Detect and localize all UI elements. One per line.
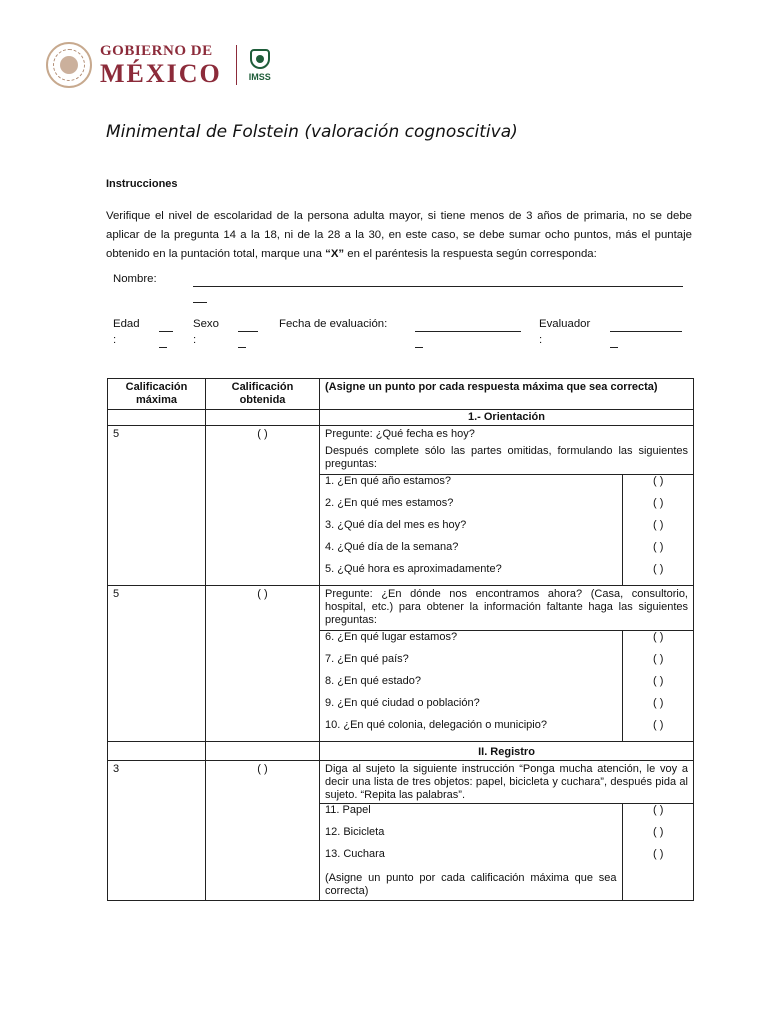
item-text: 9. ¿En qué ciudad o población? (325, 697, 480, 709)
table-row (108, 761, 694, 901)
table-row (108, 586, 694, 742)
item-text: 11. Papel (325, 804, 371, 816)
edad-field[interactable] (159, 331, 173, 332)
item-text: 8. ¿En qué estado? (325, 675, 422, 687)
imss-logo (249, 49, 271, 82)
item-text: 6. ¿En qué lugar estamos? (325, 631, 458, 643)
imss-emblem-icon (250, 49, 270, 69)
fecha-field[interactable] (415, 331, 521, 332)
list-item (320, 804, 694, 827)
answer-checkbox[interactable]: ( ) (622, 563, 694, 585)
sub-question-list (320, 474, 694, 585)
evaluador-label: Evaluador (539, 318, 591, 330)
page-header (46, 40, 271, 90)
nombre-label: Nombre: (113, 273, 157, 285)
answer-checkbox[interactable]: ( ) (622, 848, 694, 870)
item-text: 1. ¿En qué año estamos? (325, 475, 451, 487)
gobierno-line1: GOBIERNO DE (100, 42, 213, 59)
answer-checkbox[interactable]: ( ) (622, 497, 694, 519)
answer-checkbox[interactable]: ( ) (622, 631, 694, 654)
question-prompt-2: Después complete sólo las partes omitidas, formulando las siguientes preguntas: (325, 445, 688, 470)
list-item (320, 497, 694, 519)
fecha-field-cont (415, 347, 423, 348)
sub-question-list (320, 803, 694, 900)
list-item (320, 826, 694, 848)
answer-checkbox[interactable]: ( ) (622, 826, 694, 848)
list-item (320, 870, 694, 900)
evaluador-colon: : (539, 334, 543, 346)
answer-checkbox[interactable]: ( ) (622, 475, 694, 498)
sexo-field-cont (238, 347, 246, 348)
imss-text: IMSS (248, 71, 271, 82)
nombre-field-cont (193, 302, 207, 303)
sexo-label: Sexo (193, 318, 219, 330)
question-prompt: Pregunte: ¿Qué fecha es hoy? (325, 428, 475, 440)
list-item (320, 541, 694, 563)
header-divider (236, 45, 237, 85)
list-item (320, 675, 694, 697)
obtained-score-field[interactable]: ( ) (206, 761, 320, 901)
question-prompt: Diga al sujeto la siguiente instrucción “Ponga mucha atención, le voy a decir una lista de tres objetos: papel, bicicleta y cuchara”, después pida al sujeto. “Repita las palabras”. (325, 763, 688, 801)
section-row (108, 410, 694, 426)
sub-question-list (320, 630, 694, 741)
section-title-registro: II. Registro (320, 742, 694, 761)
edad-field-cont (159, 347, 167, 348)
edad-label: Edad (113, 318, 140, 330)
nombre-field[interactable] (193, 286, 683, 287)
question-prompt: Pregunte: ¿En dónde nos encontramos ahora? (Casa, consultorio, hospital, etc.) para obtener la información faltante haga las siguientes preguntas: (325, 588, 688, 626)
answer-checkbox[interactable]: ( ) (622, 719, 694, 741)
national-seal-icon (46, 42, 92, 88)
col-max-header: Calificación máxima (108, 379, 206, 410)
minimental-table (107, 378, 694, 901)
document-title: Minimental de Folstein (valoración cognoscitiva) (106, 122, 518, 142)
list-item (320, 475, 694, 498)
item-text: 5. ¿Qué hora es aproximadamente? (325, 563, 502, 575)
note-text: (Asigne un punto por cada calificación máxima que sea correcta) (325, 872, 617, 897)
sexo-field[interactable] (238, 331, 258, 332)
col-instruction-header: (Asigne un punto por cada respuesta máxima que sea correcta) (320, 379, 694, 410)
list-item (320, 631, 694, 654)
max-score: 5 (108, 426, 206, 586)
evaluador-field-cont (610, 347, 618, 348)
instructions-heading: Instrucciones (106, 178, 178, 190)
list-item (320, 519, 694, 541)
sexo-colon: : (193, 334, 197, 346)
section-title-orientacion: 1.- Orientación (320, 410, 694, 426)
evaluador-field[interactable] (610, 331, 682, 332)
answer-checkbox[interactable]: ( ) (622, 541, 694, 563)
gobierno-line2: MÉXICO (100, 58, 222, 88)
item-text: 4. ¿Qué día de la semana? (325, 541, 459, 553)
answer-checkbox[interactable]: ( ) (622, 804, 694, 827)
list-item (320, 719, 694, 741)
list-item (320, 848, 694, 870)
gobierno-logo-text (100, 44, 222, 87)
table-row (108, 426, 694, 586)
item-text: 10. ¿En qué colonia, delegación o municipio? (325, 719, 547, 731)
item-text: 2. ¿En qué mes estamos? (325, 497, 454, 509)
max-score: 5 (108, 586, 206, 742)
answer-checkbox[interactable]: ( ) (622, 519, 694, 541)
list-item (320, 563, 694, 585)
list-item (320, 653, 694, 675)
list-item (320, 697, 694, 719)
max-score: 3 (108, 761, 206, 901)
section-row (108, 742, 694, 761)
item-text: 3. ¿Qué día del mes es hoy? (325, 519, 467, 531)
answer-checkbox[interactable]: ( ) (622, 653, 694, 675)
answer-checkbox[interactable]: ( ) (622, 697, 694, 719)
fecha-label: Fecha de evaluación: (279, 318, 388, 330)
item-text: 12. Bicicleta (325, 826, 385, 838)
obtained-score-field[interactable]: ( ) (206, 426, 320, 586)
edad-colon: : (113, 334, 117, 346)
obtained-score-field[interactable]: ( ) (206, 586, 320, 742)
answer-checkbox[interactable]: ( ) (622, 675, 694, 697)
table-header-row (108, 379, 694, 410)
item-text: 7. ¿En qué país? (325, 653, 409, 665)
instructions-text: Verifique el nivel de escolaridad de la persona adulta mayor, si tiene menos de 3 años de primaria, no se debe aplicar de la pregunta 14 a la 18, ni de la 28 a la 30, en este caso, se debe sumar ocho puntos, más el puntaje obtenido en la puntación total, marque una “X” en el paréntesis la respuesta según corresponda: (106, 210, 692, 260)
col-obtained-header: Calificación obtenida (206, 379, 320, 410)
item-text: 13. Cuchara (325, 848, 385, 860)
